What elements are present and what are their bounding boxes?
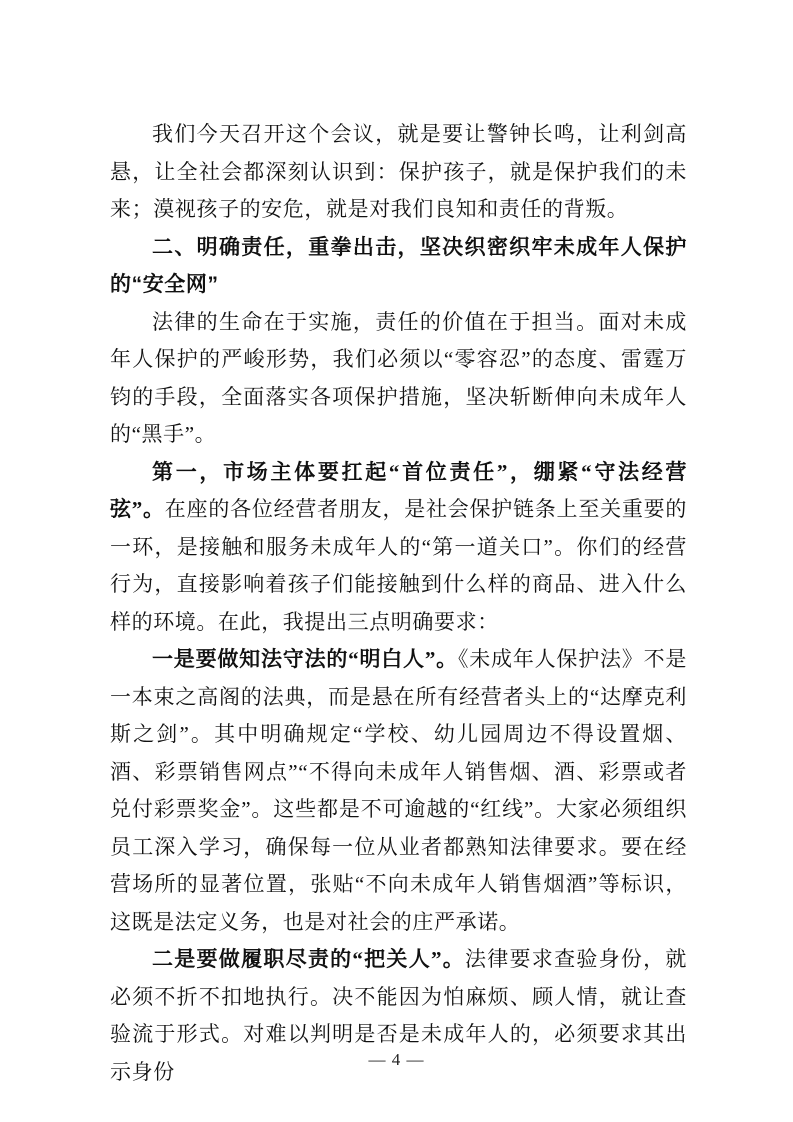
page-number: — 4 — bbox=[368, 1050, 425, 1069]
paragraph-intro: 我们今天召开这个会议，就是要让警钟长鸣，让利剑高悬，让全社会都深刻认识到：保护孩子，就是保护我们的未来；漠视孩子的安危，就是对我们良知和责任的背叛。 bbox=[110, 122, 687, 221]
paragraph bbox=[110, 454, 687, 642]
section-heading: 二、明确责任，重拳出击，坚决织密织牢未成年人保护的“安全网” bbox=[110, 235, 687, 296]
paragraph-text: 《未成年人保护法》不是一本束之高阁的法典，而是悬在所有经营者头上的“达摩克利斯之剑”。其中明确规定“学校、幼儿园周边不得设置烟、酒、彩票销售网点”“不得向未成年人销售烟、酒、彩票或者兑付彩票奖金”。这些都是不可逾越的“红线”。大家必须组织员工深入学习，确保每一位从业者都熟知法律要求。要在经营场所的显著位置，张贴“不向未成年人销售烟酒”等标识，这既是法定义务，也是对社会的庄严承诺。 bbox=[110, 647, 687, 934]
paragraph-text: 在座的各位经营者朋友，是社会保护链条上至关重要的一环，是接触和服务未成年人的“第一道关口”。你们的经营行为，直接影响着孩子们能接触到什么样的商品、进入什么样的环境。在此，我提出三点明确要求： bbox=[110, 497, 687, 634]
paragraph-lead: 第一，市场主体要扛起“首位责任”，绷紧“守法经营弦”。 bbox=[110, 459, 687, 521]
page-footer bbox=[0, 1050, 793, 1070]
document-content bbox=[110, 116, 687, 1091]
paragraph-lead: 二是要做履职尽责的“把关人”。 bbox=[152, 947, 465, 971]
paragraph: 法律的生命在于实施，责任的价值在于担当。面对未成年人保护的严峻形势，我们必须以“零容忍”的态度、雷霆万钧的手段，全面落实各项保护措施，坚决斩断伸向未成年人的“黑手”。 bbox=[110, 309, 687, 446]
paragraph bbox=[110, 641, 687, 941]
paragraph-text: 法律要求查验身份，就必须不折不扣地执行。决不能因为怕麻烦、顾人情，就让查验流于形式。对难以判明是否是未成年人的，必须要求其出示身份 bbox=[110, 947, 687, 1084]
paragraph-lead: 一是要做知法守法的“明白人”。 bbox=[152, 647, 458, 671]
